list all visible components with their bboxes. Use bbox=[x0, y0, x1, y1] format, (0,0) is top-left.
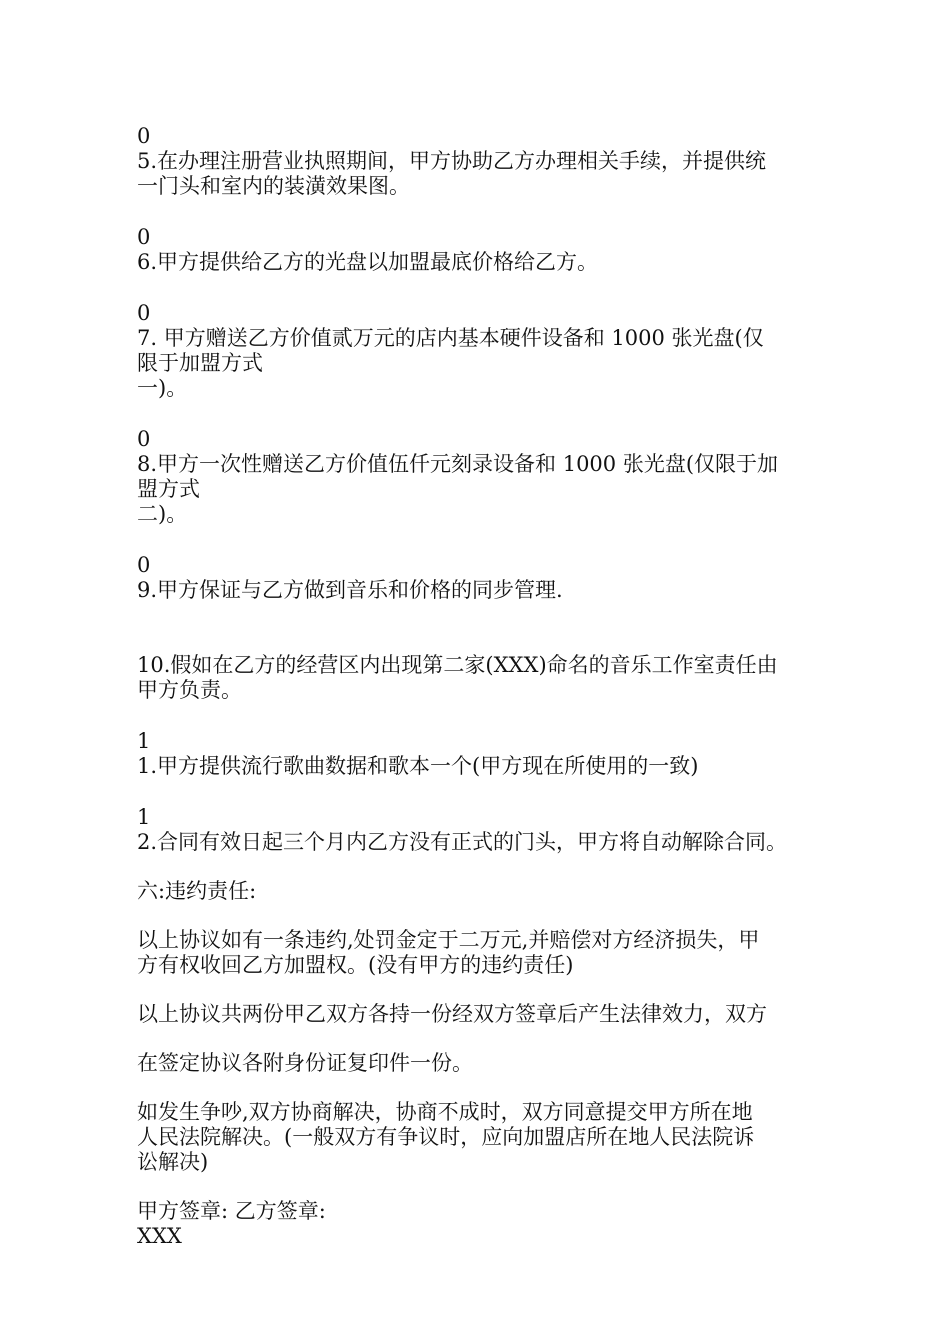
paragraph-text: 如发生争吵,双方协商解决，协商不成时，双方同意提交甲方所在地 bbox=[137, 1100, 753, 1124]
clause-text: 甲方负责。 bbox=[137, 678, 242, 702]
clause-marker: 0 bbox=[137, 427, 151, 451]
signature-name: XXX bbox=[137, 1224, 182, 1248]
clause-12 bbox=[137, 805, 827, 855]
paragraph-text: 方有权收回乙方加盟权。(没有甲方的违约责任) bbox=[137, 953, 574, 977]
clause-marker: 0 bbox=[137, 553, 151, 577]
clause-text: 2.合同有效日起三个月内乙方没有正式的门头，甲方将自动解除合同。 bbox=[137, 830, 788, 854]
id-copy-paragraph bbox=[137, 1051, 827, 1076]
clause-text: 限于加盟方式 bbox=[137, 351, 263, 375]
paragraph-text: 讼解决) bbox=[137, 1150, 209, 1174]
clause-text: 6.甲方提供给乙方的光盘以加盟最底价格给乙方。 bbox=[137, 250, 599, 274]
signature-block bbox=[137, 1199, 827, 1249]
clause-text: 8.甲方一次性赠送乙方价值伍仟元刻录设备和 1000 张光盘(仅限于加 bbox=[137, 452, 779, 476]
copies-paragraph bbox=[137, 1002, 827, 1027]
clause-text: 1.甲方提供流行歌曲数据和歌本一个(甲方现在所使用的一致) bbox=[137, 754, 699, 778]
clause-11 bbox=[137, 729, 827, 779]
clause-text: 二)。 bbox=[137, 502, 188, 526]
dispute-paragraph bbox=[137, 1100, 827, 1175]
paragraph-text: 在签定协议各附身份证复印件一份。 bbox=[137, 1051, 473, 1075]
clause-marker: 0 bbox=[137, 225, 151, 249]
clause-text: 一)。 bbox=[137, 376, 188, 400]
clause-marker: 1 bbox=[137, 805, 151, 829]
clause-marker: 0 bbox=[137, 301, 151, 325]
clause-text: 5.在办理注册营业执照期间，甲方协助乙方办理相关手续，并提供统 bbox=[137, 149, 767, 173]
paragraph-text: 人民法院解决。(一般双方有争议时，应向加盟店所在地人民法院诉 bbox=[137, 1125, 755, 1149]
clause-text: 一门头和室内的装潢效果图。 bbox=[137, 174, 410, 198]
paragraph-text: 以上协议共两份甲乙双方各持一份经双方签章后产生法律效力，双方 bbox=[137, 1002, 767, 1026]
clause-6 bbox=[137, 225, 827, 275]
clause-text: 7. 甲方赠送乙方价值贰万元的店内基本硬件设备和 1000 张光盘(仅 bbox=[137, 326, 764, 350]
section-heading: 六:违约责任: bbox=[137, 879, 257, 903]
clause-5 bbox=[137, 124, 827, 199]
clause-7 bbox=[137, 301, 827, 401]
section-heading-breach bbox=[137, 879, 827, 904]
clause-text: 盟方式 bbox=[137, 477, 200, 501]
breach-paragraph bbox=[137, 928, 827, 978]
clause-9 bbox=[137, 553, 827, 603]
clause-8 bbox=[137, 427, 827, 527]
clause-marker: 1 bbox=[137, 729, 151, 753]
signature-labels: 甲方签章: 乙方签章: bbox=[137, 1199, 326, 1223]
clause-10 bbox=[137, 653, 827, 703]
clause-marker: 0 bbox=[137, 124, 151, 148]
paragraph-text: 以上协议如有一条违约,处罚金定于二万元,并赔偿对方经济损失，甲 bbox=[137, 928, 760, 952]
clause-text: 10.假如在乙方的经营区内出现第二家(XXX)命名的音乐工作室责任由 bbox=[137, 653, 778, 677]
document-page bbox=[137, 124, 827, 1249]
clause-text: 9.甲方保证与乙方做到音乐和价格的同步管理. bbox=[137, 578, 563, 602]
